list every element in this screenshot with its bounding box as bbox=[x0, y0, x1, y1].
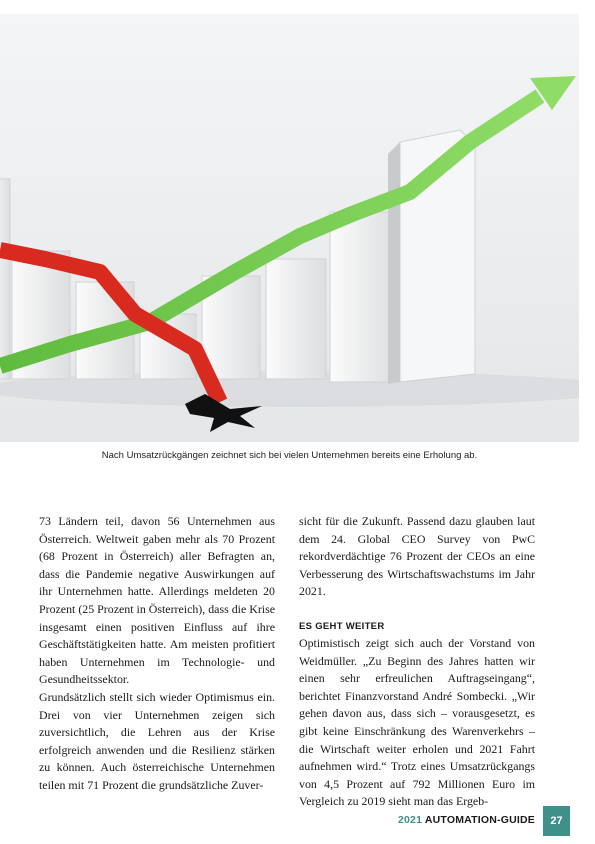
image-caption: Nach Umsatzrückgängen zeichnet sich bei vielen Unternehmen bereits eine Erholung ab. bbox=[101, 450, 478, 461]
publication-year: 2021 bbox=[397, 814, 423, 826]
article-column-left bbox=[39, 513, 275, 795]
publication-name: AUTOMATION-GUIDE bbox=[424, 814, 535, 826]
paragraph: sicht für die Zukunft. Passend dazu glauben laut dem 24. Global CEO Survey von PwC rekordverdächtige 76 Prozent der CEOs an eine Verbesserung des Wirtschaftswachstums im Jahr 2021. bbox=[299, 514, 535, 599]
publication-title bbox=[398, 814, 535, 826]
page-number: 27 bbox=[543, 806, 570, 836]
paragraph: Optimistisch zeigt sich auch der Vorstand von Weidmüller. „Zu Beginn des Jahres hatten wir einen sehr erfreulichen Auftragseingang“, berichtet Finanzvorstand André Sombecki. „Wir gehen davon aus, dass sich – vorausgesetzt, es gibt keine Einschränkung des Warenverkehrs – die Wirtschaft weiter erholen und 2021 Fahrt aufnehmen wird.“ Trotz eines Umsatzrückgangs von 4,5 Prozent auf 792 Millionen Euro im Vergleich zu 2019 sieht man das Ergeb- bbox=[299, 635, 535, 809]
page-footer bbox=[0, 806, 570, 836]
paragraph: Grundsätzlich stellt sich wieder Optimismus ein. Drei von vier Unternehmen zeigen sich zuversichtlich, die Lehren aus der Krise erfolgreich anwenden und die Resilienz stärken zu können. Auch österreichische Unternehmen teilen mit 71 Prozent die grundsätzliche Zuver- bbox=[39, 689, 275, 792]
article-column-right bbox=[299, 513, 535, 811]
paragraph: 73 Ländern teil, davon 56 Unternehmen aus Österreich. Weltweit gaben mehr als 70 Prozent (68 Prozent in Österreich) aller Befragten an, dass die Pandemie negative Auswirkungen auf ihr Unternehmen hatte. Allerdings meldeten 20 Prozent (25 Prozent in Österreich), dass die Krise insgesamt einen positiven Einfluss auf ihre Geschäftstätigkeiten hatte. Am meisten profitiert haben Unternehmen im Technologie- und Gesundheitssektor. bbox=[39, 514, 275, 687]
header-photo bbox=[0, 14, 579, 442]
growth-chart-illustration bbox=[0, 14, 579, 442]
section-heading: ES GEHT WEITER bbox=[299, 620, 385, 632]
